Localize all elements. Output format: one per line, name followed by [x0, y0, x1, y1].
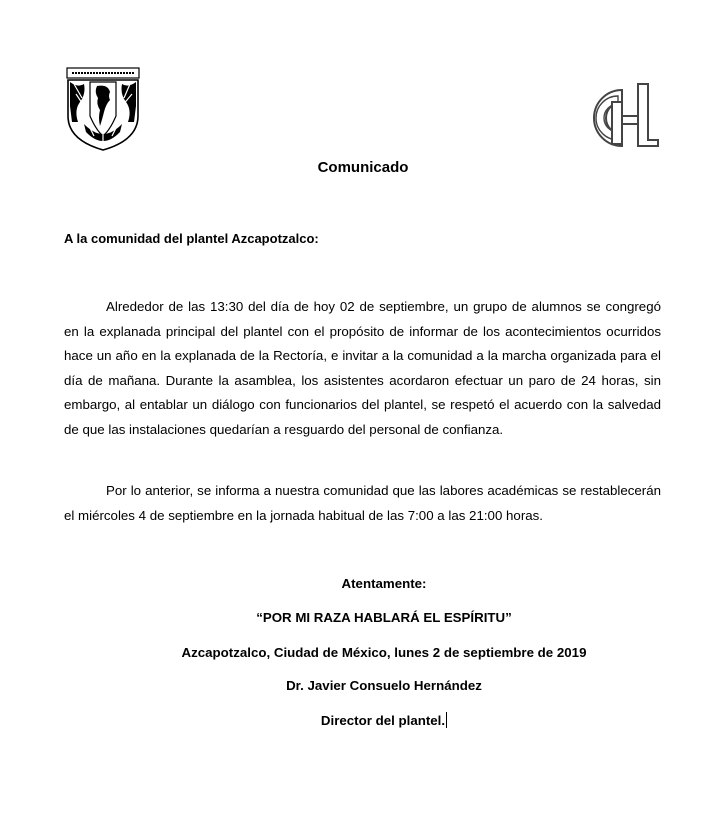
- signer-position: Director del plantel.: [320, 713, 446, 728]
- unam-escudo-icon: [64, 66, 142, 152]
- body-paragraph-1: Alrededor de las 13:30 del día de hoy 02 de septiembre, un grupo de alumnos se congregó en la explanada principal del plantel con el propósito de informar de los acontecimientos ocurridos hace un año en la explanada de la Rectoría, e invitar a la comunidad a la marcha organizada para el día de mañana. Durante la asamblea, los asistentes acordaron efectuar un paro de 24 horas, sin embargo, al entablar un diálogo con funcionarios del plantel, se respetó el acuerdo con la salvedad de que las instalaciones quedarían a resguardo del personal de confianza.: [64, 299, 661, 437]
- closing-salutation: Atentamente:: [341, 576, 427, 591]
- closing-motto: “POR MI RAZA HABLARÁ EL ESPÍRITU”: [256, 610, 512, 625]
- signer-name: Dr. Javier Consuelo Hernández: [286, 678, 482, 693]
- cch-logo-icon: [582, 82, 662, 152]
- document-title: Comunicado: [317, 159, 409, 176]
- text-cursor: [446, 712, 447, 728]
- closing-place-date: Azcapotzalco, Ciudad de México, lunes 2 de septiembre de 2019: [181, 645, 587, 660]
- document-greeting: A la comunidad del plantel Azcapotzalco:: [64, 231, 319, 246]
- body-paragraph-2: Por lo anterior, se informa a nuestra comunidad que las labores académicas se restablecerán el miércoles 4 de septiembre en la jornada habitual de las 7:00 a las 21:00 horas.: [64, 483, 661, 523]
- signer-position-line[interactable]: [100, 712, 668, 729]
